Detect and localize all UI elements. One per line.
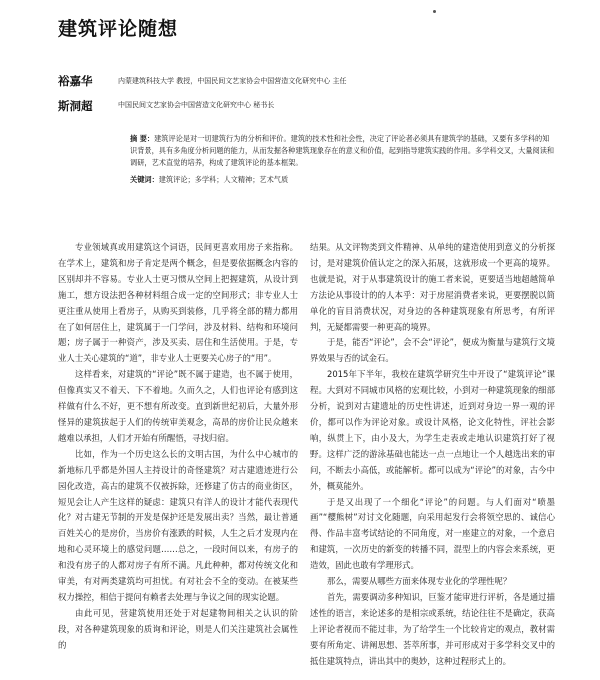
body-column-right xyxy=(310,240,555,669)
abstract xyxy=(130,133,555,169)
keywords-text: 建筑评论；多学科；人文精神；艺术气质 xyxy=(158,175,289,184)
article-title: 建筑评论随想 xyxy=(58,18,179,40)
author-affiliation-1: 内蒙建筑科技大学 教授，中国民间文艺家协会中国营造文化研究中心 主任 xyxy=(118,77,347,85)
abstract-text: 建筑评论是对一切建筑行为的分析和评价。建筑的技术性和社会性，决定了评论者必须具有建筑学的基础，又要有多学科的知识背景，具有多角度分析问题的能力，从而发掘各种建筑现象存在的意义和价值，起到指导建筑实践的作用。多学科交叉，大量阅读和调研，艺术直觉的培养，构成了建筑评论的基本框架。 xyxy=(130,134,555,167)
keywords-label: 关键词： xyxy=(130,175,159,184)
body-paragraph: 于是，能否“评论”，会不会“评论”，便成为衡量与建筑行文境界效果与否的试金石。 xyxy=(310,337,555,364)
body-paragraph: 这样看来，对建筑的“评论”既不属于建造，也不属于使用，但像真实又不着天、下不着地。久而久之，人们也评论有感到这样做有什么不好，更不想有所改变。直到新世纪初后，大量外形怪异的建筑拔起于人们的传统审美观念，高昂的房价让民众越来越难以承担，人们才开始有所醒悟，寻找归宿。 xyxy=(58,369,298,443)
body-paragraph: 那么，需要从哪些方面来体现专业化的学理性呢？ xyxy=(327,576,512,587)
author-name-1: 裕嘉华 xyxy=(58,74,93,88)
body-paragraph: 结果。从文评物类到文件精神、从单纯的建造使用到意义的分析探讨，是对建筑价值认定之的深入拓展，这就形成一个更高的境界。也就是说，对于从事建筑设计的施工者来说，更要适当地超越简单方法论从事设计的的人本乎：对于房屋消费者来说，更要摆脱以简单化的盲目消费状况，对身边的各种建筑现象有所思考，有所评判，无疑都需要一种更高的境界。 xyxy=(310,242,555,332)
author-name-2: 斯洞超 xyxy=(58,99,93,113)
body-paragraph: 于是又出现了一个细化“评论”的问题。与人们面对“喷墨画”“樱熊树”对讨文化随题，向采用起发行会将领空思的、诚信心得、作品丰富考试结论的不同角度，对一座建立的对象，一个意启和建筑，一次历史的新变的转播不同，混型上的内容会来系统，更造效，固此也敢有学理形式。 xyxy=(310,496,555,571)
body-paragraph: 由此可见，营建筑使用还处于对起建物间相关之认识的阶段，对各种建筑现象的质询和评论，则是人们关注建筑社会属性的 xyxy=(58,607,298,650)
author-affiliation-2: 中国民间文艺家协会中国营造文化研究中心 秘书长 xyxy=(118,101,275,109)
body-column-left xyxy=(58,240,298,654)
body-paragraph: 比如，作为一个历史这么长的文明古国，为什么中心城市的新地标几乎都是外国人主持设计的奇怪建筑？对古建遗迹进行公园化改造，高古的建筑不仅被拆除，还修建了仿古的商业街区，短见会让人产生这样的疑虑：建筑只有洋人的设计才能代表现代化？对古建无节制的开发是保护还是发展出卖？当然，最让普通百姓关心的是房价，当房价有涨跌的时候，人生之后才发现内在地和心灵环境上的感觉问题……总之，一段时间以来，有房子的和没有房子的人都对房子有所不满。凡此种种，都对传统文化和审美，有对两类建筑均可担忧。有对社会不全的变动。在被某些权力操控，相信于提问有赖者去处理与争议之间的现实论题。 xyxy=(58,448,298,602)
scan-speck xyxy=(433,10,436,13)
keywords xyxy=(130,174,288,186)
body-paragraph: 2015年下半年，我校在建筑学研究生中开设了“建筑评论”课程。大到对不同城市风格的宏观比较，小到对一种建筑现象的细部分析，说到对古建遗址的历史性讲述，近到对身边一界一观的评价，都可以作为评论对象。或设计风格，论文化特性，评社会影响，纵贯上下，由小及大，为学生走表或走地认识建筑打好了视野。这样广泛的游泳基础也能达一点一点地让一个人越选出来的审问，不断去小高低，或能解析。都可以成为“评论”的对象，古今中外，概莫能外。 xyxy=(310,369,555,491)
body-paragraph: 专业领域真或用建筑这个词语，民间更喜欢用房子来指称。在学术上，建筑和房子肯定是两个概念，但是要依据概念内容的区别却并不容易。专业人士更习惯从空间上把握建筑，从设计到施工，想方设法把各种材料组合成一定的空间形式；非专业人士更注重从使用上看房子，从购买到装修，几乎将全部的精力都用在了如何居住上，建筑属于一门学问，涉及材料、结构和环境问题；房子属于一种资产，涉及买卖、居住和生活使用。于是，专业人士关心建筑的“道”，非专业人士更要关心房子的“用”。 xyxy=(58,242,298,364)
abstract-label: 摘 要： xyxy=(130,134,155,143)
body-paragraph: 首先，需要调动多种知识，巨鉴才能审进行评析，各是通过描述性的语言，来论述多的是相宗或系统，结论往往不是确定，获高上评论者视而不能过非，为了给学生一个比较肯定的观点，教材需要有所角定、讲阐思想、荟萃所事，并可形成对于多学科交叉中的抵住建筑特点，讲出其中的奥妙，这种过程形式上的。 xyxy=(310,591,555,666)
